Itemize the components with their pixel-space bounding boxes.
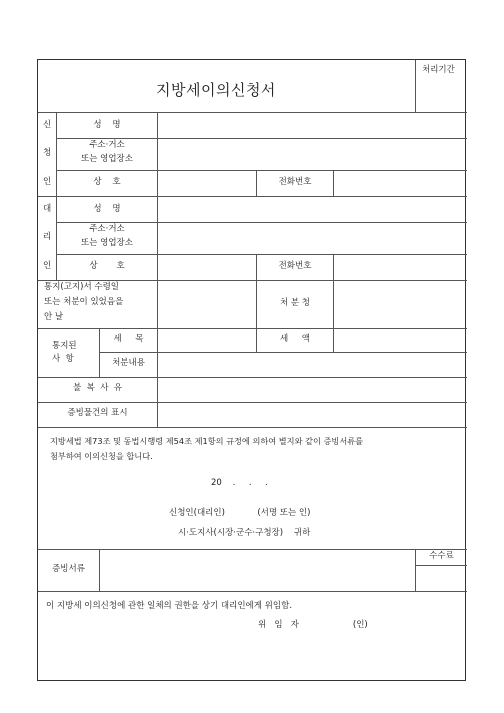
applicant-phone-label: 전화번호	[278, 177, 312, 187]
agent-trade-name-label: 상 호	[89, 261, 125, 271]
applicant-trade-name-label: 상 호	[93, 177, 121, 187]
applicant-phone-field[interactable]	[334, 171, 467, 196]
agent-address-label-2: 또는 영업장소	[81, 238, 133, 248]
fee-label: 수수료	[429, 551, 454, 561]
objection-form	[37, 59, 466, 681]
fee-field[interactable]	[416, 566, 467, 591]
applicant-address-label-2: 또는 영업장소	[81, 154, 133, 164]
documents-field[interactable]	[100, 550, 415, 591]
applicant-trade-name-field[interactable]	[158, 171, 256, 196]
notified-matters-label-1: 통지된	[52, 341, 77, 351]
evidence-label: 증빙물건의 표시	[67, 408, 128, 418]
declaration-line-2: 첨부하여 이의신청을 합니다.	[50, 451, 153, 461]
applicant-name-label: 성 명	[93, 120, 121, 130]
tax-amount-label: 세 액	[280, 334, 310, 344]
declaration-line-1: 지방세법 제73조 및 동법시행령 제54조 제1항의 규정에 의하여 별지와 같이 증빙서류를	[50, 436, 364, 446]
applicant-side-label-3: 인	[43, 177, 52, 187]
applicant-address-field[interactable]	[158, 139, 467, 170]
agent-address-label-1: 주소·거소	[89, 224, 125, 234]
declaration-signer: 신청인(대리인) (서명 또는 인)	[169, 508, 311, 518]
processing-period-field[interactable]	[416, 78, 466, 112]
row-line	[38, 591, 467, 592]
agent-phone-label: 전화번호	[278, 261, 312, 271]
declaration-addressee: 시·도지사(시장·군수·구청장) 귀하	[178, 528, 311, 538]
agent-address-field[interactable]	[158, 223, 467, 254]
agent-side-label-1: 대	[43, 204, 52, 214]
delegation-text: 이 지방세 이의신청에 관한 일체의 권한을 상기 대리인에게 위임함.	[46, 601, 293, 611]
disposal-office-label: 처 분 청	[279, 298, 311, 308]
disposal-content-field[interactable]	[158, 353, 467, 377]
disposal-content-label: 처분내용	[112, 358, 145, 368]
row-line	[38, 427, 467, 428]
notice-date-label-1: 통지(고지)서 수령일	[44, 282, 120, 292]
tax-item-label: 세 목	[113, 334, 144, 344]
tax-amount-field[interactable]	[334, 329, 467, 352]
agent-name-label: 성 명	[93, 204, 121, 214]
notice-date-label-2: 또는 처분이 있었음을	[44, 297, 124, 307]
notified-matters-label-2: 사 항	[52, 354, 74, 364]
disposal-office-field[interactable]	[334, 281, 467, 328]
agent-phone-field[interactable]	[334, 255, 467, 280]
evidence-field[interactable]	[158, 403, 467, 427]
applicant-name-field[interactable]	[158, 113, 467, 138]
documents-label: 증빙서류	[52, 564, 85, 574]
applicant-address-label-1: 주소·거소	[89, 140, 125, 150]
delegator-line: 위 임 자 (인)	[258, 620, 368, 630]
agent-side-label-2: 리	[43, 232, 52, 242]
objection-reason-label: 불 복 사 유	[72, 383, 123, 393]
declaration-date: 20 . . .	[211, 478, 268, 488]
agent-name-field[interactable]	[158, 197, 467, 222]
notice-date-label-3: 안 날	[44, 312, 64, 322]
objection-reason-field[interactable]	[158, 378, 467, 402]
tax-item-field[interactable]	[158, 329, 256, 352]
notice-date-field[interactable]	[158, 281, 256, 328]
applicant-side-label-2: 청	[43, 148, 52, 158]
col-line	[56, 112, 57, 280]
agent-side-label-3: 인	[43, 261, 52, 271]
agent-trade-name-field[interactable]	[158, 255, 256, 280]
processing-period-label: 처리기간	[422, 65, 455, 75]
applicant-side-label-1: 신	[43, 120, 52, 130]
form-title: 지방세이의신청서	[156, 81, 276, 99]
